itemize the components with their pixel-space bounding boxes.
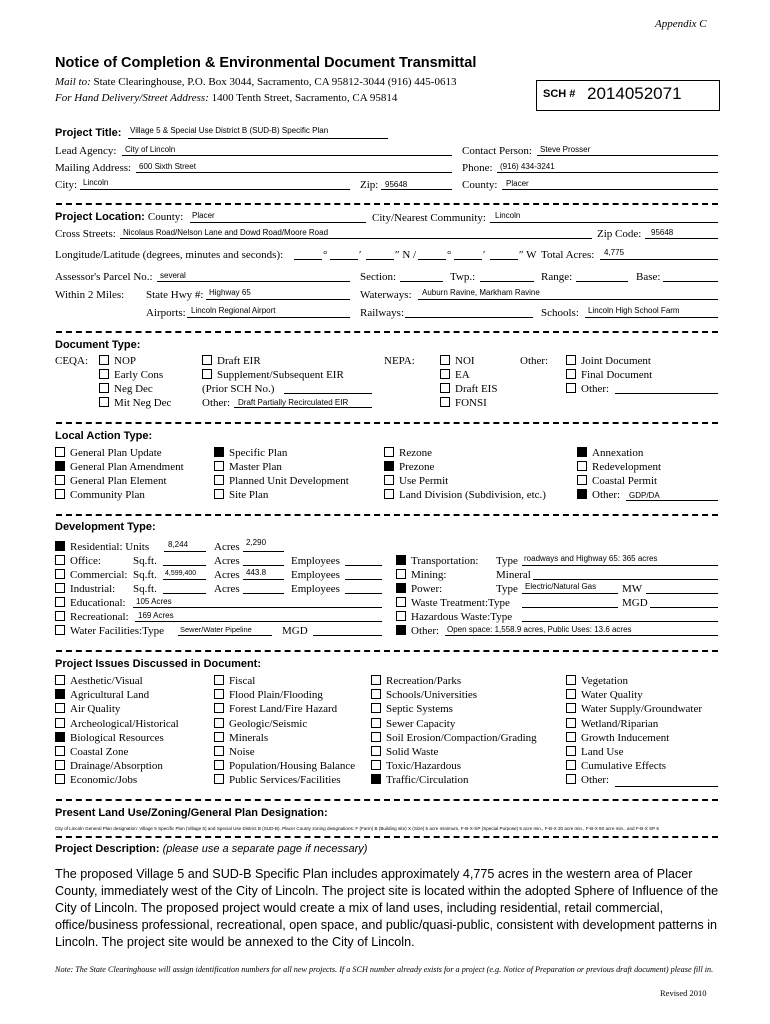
local-action-community-plan-checkbox[interactable]: [55, 489, 65, 499]
local-action-other-field[interactable]: GDP/DA: [629, 491, 660, 500]
issue-drainage-absorption[interactable]: [55, 760, 163, 772]
ceqa-early-cons[interactable]: [99, 369, 163, 381]
local-action-rezone-checkbox[interactable]: [384, 447, 394, 457]
land-use-heading: Present Land Use/Zoning/General Plan Designation:: [55, 807, 328, 819]
nepa-fonsi-checkbox[interactable]: [440, 397, 450, 407]
residential-acres-field[interactable]: 2,290: [246, 538, 267, 547]
other-doc-other[interactable]: [566, 383, 609, 395]
issue-solid-waste[interactable]: [371, 746, 438, 758]
issue-label: Geologic/Seismic: [229, 717, 308, 730]
phone-label: Phone:: [462, 162, 493, 174]
issue-population-housing-balance[interactable]: [214, 760, 355, 772]
sch-number-box: [536, 80, 720, 111]
issue-biological-resources-checkbox[interactable]: [55, 732, 65, 742]
state-hwy-label: State Hwy #:: [146, 289, 204, 301]
state-hwy-field[interactable]: Highway 65: [209, 288, 251, 297]
phone-field[interactable]: (916) 434-3241: [500, 162, 555, 171]
hand-delivery-line: For Hand Delivery/Street Address: 1400 Tenth Street, Sacramento, CA 95814: [55, 92, 398, 104]
local-action-label: Master Plan: [229, 461, 282, 473]
power-type-field[interactable]: Electric/Natural Gas: [525, 582, 597, 591]
issue-schools-universities-checkbox[interactable]: [371, 689, 381, 699]
ceqa-neg-dec[interactable]: [99, 383, 153, 395]
local-action-label: Use Permit: [399, 475, 449, 487]
local-action-label: Land Division (Subdivision, etc.): [399, 489, 546, 501]
issue-aesthetic-visual-checkbox[interactable]: [55, 675, 65, 685]
issue-agricultural-land[interactable]: [55, 689, 149, 701]
local-action-master-plan[interactable]: [214, 461, 282, 473]
issue-label: Other:: [581, 774, 610, 787]
issue-sewer-capacity[interactable]: [371, 718, 455, 730]
issue-land-use-checkbox[interactable]: [566, 746, 576, 756]
issue-flood-plain-flooding[interactable]: [214, 689, 323, 701]
local-action-label: General Plan Update: [70, 447, 162, 459]
issue-cumulative-effects-checkbox[interactable]: [566, 760, 576, 770]
other-doc-label: Joint Document: [581, 355, 651, 367]
prior-sch-label: (Prior SCH No.): [202, 383, 275, 395]
commercial-acres-field[interactable]: 443.8: [246, 568, 267, 577]
issue-label: Economic/Jobs: [70, 774, 138, 787]
issue-label: Wetland/Riparian: [581, 717, 659, 730]
divider: [56, 799, 718, 801]
local-action-general-plan-element[interactable]: [55, 475, 167, 487]
cross-streets-label: Cross Streets:: [55, 228, 116, 240]
dev-commercial[interactable]: Commercial:: [55, 569, 127, 581]
within-2-miles-label: Within 2 Miles:: [55, 289, 125, 301]
issue-growth-inducement-checkbox[interactable]: [566, 732, 576, 742]
section-label: Section:: [360, 271, 397, 283]
county-field[interactable]: Placer: [506, 179, 529, 188]
issue-label: Flood Plain/Flooding: [229, 689, 323, 702]
local-action-label: Annexation: [592, 447, 644, 459]
issue-noise[interactable]: [214, 746, 255, 758]
local-action-general-plan-update-checkbox[interactable]: [55, 447, 65, 457]
issue-label: Water Quality: [581, 689, 643, 702]
issue-label: Forest Land/Fire Hazard: [229, 703, 338, 716]
project-location-heading: Project Location: County:: [55, 211, 184, 223]
waterways-label: Waterways:: [360, 289, 412, 301]
issue-label: Water Supply/Groundwater: [581, 703, 702, 716]
dev-transportation[interactable]: Transportation:: [396, 555, 478, 567]
local-action-specific-plan[interactable]: [214, 447, 287, 459]
local-action-coastal-permit[interactable]: [577, 475, 657, 487]
issue-label: Soil Erosion/Compaction/Grading: [386, 731, 537, 744]
mail-to-line: Mail to: State Clearinghouse, P.O. Box 3044, Sacramento, CA 95812-3044 (916) 445-0613: [55, 76, 457, 88]
issue-label: Vegetation: [581, 675, 629, 687]
issue-traffic-circulation[interactable]: [371, 774, 469, 786]
location-county-field[interactable]: Placer: [192, 211, 215, 220]
community-field[interactable]: Lincoln: [495, 211, 521, 220]
city-field[interactable]: Lincoln: [83, 178, 109, 187]
dev-mining[interactable]: Mining:: [396, 569, 446, 581]
local-action-label: Planned Unit Development: [229, 475, 349, 487]
issue-label: Agricultural Land: [70, 689, 150, 702]
ceqa-label: Draft EIR: [217, 355, 261, 367]
local-action-planned-unit-development[interactable]: [214, 475, 349, 487]
ceqa-draft-eir[interactable]: [202, 355, 261, 367]
footer-note: Note: The State Clearinghouse will assign identification numbers for all new projects. If a SCH number already exists for a project (e.g. Notice of Preparation or previous draft document) please fill in.: [55, 965, 714, 974]
lat-long-label: Longitude/Latitude (degrees, minutes and seconds):: [55, 249, 284, 261]
educational-field[interactable]: 105 Acres: [136, 597, 172, 606]
dev-office[interactable]: Office:: [55, 555, 101, 567]
issue-air-quality-checkbox[interactable]: [55, 703, 65, 713]
local-action-other[interactable]: [577, 489, 620, 501]
lead-agency-field[interactable]: City of Lincoln: [125, 145, 176, 154]
issue-land-use[interactable]: [566, 746, 623, 758]
nepa-ea[interactable]: [440, 369, 470, 381]
issue-minerals-checkbox[interactable]: [214, 732, 224, 742]
ceqa-neg-dec-checkbox[interactable]: [99, 383, 109, 393]
twp-label: Twp.:: [450, 271, 476, 283]
local-action-label: Redevelopment: [592, 461, 662, 473]
issue-geologic-seismic-checkbox[interactable]: [214, 718, 224, 728]
local-action-coastal-permit-checkbox[interactable]: [577, 475, 587, 485]
issue-label: Septic Systems: [386, 703, 453, 716]
mailing-address-label: Mailing Address:: [55, 162, 132, 174]
issue-wetland-riparian[interactable]: [566, 718, 658, 730]
issue-sewer-capacity-checkbox[interactable]: [371, 718, 381, 728]
issue-label: Traffic/Circulation: [386, 774, 469, 787]
issue-label: Growth Inducement: [581, 731, 670, 744]
issue-label: Drainage/Absorption: [70, 760, 163, 773]
ceqa-label: NOP: [114, 355, 137, 367]
waterways-field[interactable]: Auburn Ravine, Markham Ravine: [422, 288, 540, 297]
ceqa-nop-checkbox[interactable]: [99, 355, 109, 365]
zip-field[interactable]: 95648: [385, 180, 408, 189]
issue-economic-jobs[interactable]: [55, 774, 137, 786]
divider: [56, 514, 718, 516]
issue-vegetation-checkbox[interactable]: [566, 675, 576, 685]
land-use-field[interactable]: City of Lincoln General Plan designation: Village 5 Specific Plan (Village 5) and Special Use District B (SUD-B). Placer County zoning designations: F (Farm) B (Building site) X (Size) 5 acre minimum, F-B-X-SP (Special Purpose) 5 acre min., F-B-X 20 acre min., F-B-X 80 acre min., and F-B-X SP 6: [55, 826, 659, 831]
ceqa-label: Supplement/Subsequent EIR: [217, 369, 344, 381]
other-doc-final-document-checkbox[interactable]: [566, 369, 576, 379]
issue-forest-land-fire-hazard[interactable]: [214, 703, 337, 715]
project-description-heading: Project Description: (please use a separate page if necessary): [55, 843, 368, 855]
issue-septic-systems-checkbox[interactable]: [371, 703, 381, 713]
issue-agricultural-land-checkbox[interactable]: [55, 689, 65, 699]
local-action-label: Prezone: [399, 461, 435, 473]
issue-drainage-absorption-checkbox[interactable]: [55, 760, 65, 770]
issue-archeological-historical-checkbox[interactable]: [55, 718, 65, 728]
total-acres-field[interactable]: 4,775: [604, 248, 625, 257]
range-label: Range:: [541, 271, 573, 283]
issue-geologic-seismic[interactable]: [214, 718, 307, 730]
ceqa-label: Early Cons: [114, 369, 164, 381]
other-doc-joint-document-checkbox[interactable]: [566, 355, 576, 365]
lead-agency-label: Lead Agency:: [55, 145, 117, 157]
issue-population-housing-balance-checkbox[interactable]: [214, 760, 224, 770]
nepa-label: Draft EIS: [455, 383, 498, 395]
issue-fiscal[interactable]: [214, 675, 255, 687]
issue-label: Noise: [229, 746, 255, 758]
nepa-ea-checkbox[interactable]: [440, 369, 450, 379]
local-action-prezone-checkbox[interactable]: [384, 461, 394, 471]
ceqa-label: Neg Dec: [114, 383, 153, 395]
ceqa-mit-neg-dec-checkbox[interactable]: [99, 397, 109, 407]
issue-economic-jobs-checkbox[interactable]: [55, 774, 65, 784]
issue-public-services-facilities-checkbox[interactable]: [214, 774, 224, 784]
ceqa-draft-eir-checkbox[interactable]: [202, 355, 212, 365]
issue-solid-waste-checkbox[interactable]: [371, 746, 381, 756]
project-title-field[interactable]: Village 5 & Special Use District B (SUD-B) Specific Plan: [130, 126, 329, 135]
local-action-master-plan-checkbox[interactable]: [214, 461, 224, 471]
ceqa-label: CEQA:: [55, 355, 88, 367]
community-label: City/Nearest Community:: [372, 212, 486, 224]
issue-public-services-facilities[interactable]: [214, 774, 341, 786]
cross-streets-field[interactable]: Nicolaus Road/Nelson Lane and Dowd Road/Moore Road: [123, 228, 329, 237]
issue-fiscal-checkbox[interactable]: [214, 675, 224, 685]
project-issues-heading: Project Issues Discussed in Document:: [55, 658, 262, 670]
local-action-redevelopment-checkbox[interactable]: [577, 461, 587, 471]
issue-forest-land-fire-hazard-checkbox[interactable]: [214, 703, 224, 713]
airports-field[interactable]: Lincoln Regional Airport: [191, 306, 276, 315]
ceqa-supplement-subsequent-eir[interactable]: [202, 369, 344, 381]
residential-units-field[interactable]: 8,244: [168, 540, 189, 549]
other-doc-final-document[interactable]: [566, 369, 652, 381]
airports-label: Airports:: [146, 307, 186, 319]
ceqa-mit-neg-dec[interactable]: [99, 397, 171, 409]
other-doc-label: Other:: [520, 355, 549, 367]
local-action-label: Rezone: [399, 447, 432, 459]
commercial-sqft-field[interactable]: 4,599,400: [165, 570, 197, 577]
issue-minerals[interactable]: [214, 732, 268, 744]
sch-label: SCH #: [543, 88, 576, 100]
local-action-use-permit[interactable]: [384, 475, 448, 487]
nepa-label: NEPA:: [384, 355, 415, 367]
other-doc-joint-document[interactable]: [566, 355, 651, 367]
ceqa-label: Mit Neg Dec: [114, 397, 172, 409]
local-action-land-division-subdivision-etc-checkbox[interactable]: [384, 489, 394, 499]
issue-label: Public Services/Facilities: [229, 774, 341, 787]
zip-code-field[interactable]: 95648: [651, 228, 674, 237]
divider: [56, 203, 718, 205]
issue-other-checkbox[interactable]: [566, 774, 576, 784]
divider: [56, 650, 718, 652]
issue-water-quality-checkbox[interactable]: [566, 689, 576, 699]
dev-other[interactable]: Other:: [396, 625, 439, 637]
sch-number[interactable]: 2014052071: [587, 84, 682, 103]
local-action-site-plan[interactable]: [214, 489, 268, 501]
issue-label: Solid Waste: [386, 746, 439, 758]
mailing-address-field[interactable]: 600 Sixth Street: [139, 162, 196, 171]
issue-label: Fiscal: [229, 675, 256, 687]
issue-flood-plain-flooding-checkbox[interactable]: [214, 689, 224, 699]
issue-coastal-zone[interactable]: [55, 746, 128, 758]
issue-label: Cumulative Effects: [581, 760, 667, 773]
issue-noise-checkbox[interactable]: [214, 746, 224, 756]
zip-code-label: Zip Code:: [597, 228, 642, 240]
issue-septic-systems[interactable]: [371, 703, 453, 715]
issue-coastal-zone-checkbox[interactable]: [55, 746, 65, 756]
project-description-text[interactable]: The proposed Village 5 and SUD-B Specific Plan includes approximately 4,775 acres in the western area of Placer County, immediately west of the City of Lincoln. The project site is located within the adopted Sphere of Influence of the City of Lincoln. The proposed project would create a mix of land uses, including residential, retail commercial, office/business professional, recreational, open space, and public/quasi-public, consistent with development patterns in Lincoln. The project site would be annexed to the City of Lincoln.: [55, 867, 719, 949]
dev-residential[interactable]: Residential: Units: [55, 541, 149, 553]
issue-growth-inducement[interactable]: [566, 732, 669, 744]
issue-label: Minerals: [229, 731, 269, 744]
nepa-draft-eis[interactable]: [440, 383, 497, 395]
local-action-general-plan-element-checkbox[interactable]: [55, 475, 65, 485]
dev-water-facilities[interactable]: Water Facilities:Type: [55, 625, 164, 637]
issue-label: Land Use: [581, 746, 624, 758]
recreational-field[interactable]: 169 Acres: [138, 611, 174, 620]
local-action-general-plan-amendment[interactable]: [55, 461, 184, 473]
ceqa-nop[interactable]: [99, 355, 136, 367]
issue-biological-resources[interactable]: [55, 732, 164, 744]
railways-label: Railways:: [360, 307, 404, 319]
base-label: Base:: [636, 271, 661, 283]
issue-label: Sewer Capacity: [386, 717, 456, 730]
issue-water-quality[interactable]: [566, 689, 643, 701]
local-action-annexation-checkbox[interactable]: [577, 447, 587, 457]
issue-label: Coastal Zone: [70, 746, 129, 758]
issue-air-quality[interactable]: [55, 703, 120, 715]
nepa-label: NOI: [455, 355, 475, 367]
issue-water-supply-groundwater[interactable]: [566, 703, 702, 715]
local-action-label: Other:: [592, 489, 621, 501]
schools-label: Schools:: [541, 307, 579, 319]
local-action-heading: Local Action Type:: [55, 430, 153, 442]
other-doc-label: Final Document: [581, 369, 653, 381]
city-label: City:: [55, 179, 78, 191]
divider: [56, 422, 718, 424]
local-action-rezone[interactable]: [384, 447, 432, 459]
local-action-redevelopment[interactable]: [577, 461, 661, 473]
water-type-field[interactable]: Sewer/Water Pipeline: [180, 625, 252, 634]
local-action-use-permit-checkbox[interactable]: [384, 475, 394, 485]
issue-label: Toxic/Hazardous: [386, 760, 461, 773]
nepa-noi[interactable]: [440, 355, 475, 367]
local-action-label: Site Plan: [229, 489, 269, 501]
appendix-label: Appendix C: [655, 18, 707, 30]
dev-industrial[interactable]: Industrial:: [55, 583, 115, 595]
issue-traffic-circulation-checkbox[interactable]: [371, 774, 381, 784]
revised-label: Revised 2010: [660, 988, 707, 998]
issue-cumulative-effects[interactable]: [566, 760, 666, 772]
other-doc-label: Other:: [581, 383, 610, 395]
issue-soil-erosion-compaction-grading-checkbox[interactable]: [371, 732, 381, 742]
dev-educational[interactable]: Educational:: [55, 597, 126, 609]
contact-person-label: Contact Person:: [462, 145, 532, 157]
document-type-heading: Document Type:: [55, 339, 141, 351]
issue-toxic-hazardous[interactable]: [371, 760, 461, 772]
development-type-heading: Development Type:: [55, 521, 156, 533]
contact-person-field[interactable]: Steve Prosser: [540, 145, 591, 154]
local-action-label: General Plan Element: [70, 475, 167, 487]
apn-label: Assessor's Parcel No.:: [55, 271, 153, 283]
nepa-draft-eis-checkbox[interactable]: [440, 383, 450, 393]
local-action-label: Specific Plan: [229, 447, 288, 459]
nepa-noi-checkbox[interactable]: [440, 355, 450, 365]
doc-other-field[interactable]: Draft Partially Recirculated EIR: [238, 398, 349, 407]
project-title-label: Project Title:: [55, 127, 122, 139]
divider: [56, 331, 718, 333]
issue-label: Biological Resources: [70, 731, 164, 744]
zip-label: Zip:: [360, 179, 379, 191]
county-label: County:: [462, 179, 498, 191]
schools-field[interactable]: Lincoln High School Farm: [588, 306, 680, 315]
issue-recreation-parks[interactable]: [371, 675, 461, 687]
issue-vegetation[interactable]: [566, 675, 628, 687]
dev-other-field[interactable]: Open space: 1,558.9 acres, Public Uses: 13.6 acres: [447, 625, 632, 634]
issue-label: Recreation/Parks: [386, 675, 462, 687]
transportation-type-field[interactable]: roadways and Highway 65: 365 acres: [524, 554, 658, 563]
issue-label: Schools/Universities: [386, 689, 478, 702]
issue-water-supply-groundwater-checkbox[interactable]: [566, 703, 576, 713]
nepa-label: EA: [455, 369, 470, 381]
dev-recreational[interactable]: Recreational:: [55, 611, 129, 623]
form-title: Notice of Completion & Environmental Document Transmittal: [55, 55, 477, 71]
nepa-label: FONSI: [455, 397, 487, 409]
dev-residential-checkbox[interactable]: [55, 541, 65, 551]
total-acres-label: Total Acres:: [541, 249, 595, 261]
local-action-other-checkbox[interactable]: [577, 489, 587, 499]
ceqa-early-cons-checkbox[interactable]: [99, 369, 109, 379]
local-action-community-plan[interactable]: [55, 489, 145, 501]
issue-toxic-hazardous-checkbox[interactable]: [371, 760, 381, 770]
issue-label: Archeological/Historical: [70, 717, 179, 730]
dev-hazardous-waste[interactable]: Hazardous Waste:Type: [396, 611, 512, 623]
issue-recreation-parks-checkbox[interactable]: [371, 675, 381, 685]
local-action-specific-plan-checkbox[interactable]: [214, 447, 224, 457]
local-action-planned-unit-development-checkbox[interactable]: [214, 475, 224, 485]
ceqa-supplement-subsequent-eir-checkbox[interactable]: [202, 369, 212, 379]
issue-archeological-historical[interactable]: [55, 718, 179, 730]
nepa-fonsi[interactable]: [440, 397, 487, 409]
local-action-label: Coastal Permit: [592, 475, 658, 487]
doc-other-label: Other:: [202, 397, 231, 409]
issue-schools-universities[interactable]: [371, 689, 477, 701]
issue-other[interactable]: [566, 774, 609, 786]
dev-waste-treatment[interactable]: Waste Treatment:Type: [396, 597, 510, 609]
local-action-annexation[interactable]: [577, 447, 643, 459]
local-action-label: General Plan Amendment: [70, 461, 184, 473]
issue-wetland-riparian-checkbox[interactable]: [566, 718, 576, 728]
local-action-prezone[interactable]: [384, 461, 434, 473]
issue-label: Aesthetic/Visual: [70, 675, 143, 687]
issue-label: Population/Housing Balance: [229, 760, 356, 773]
divider: [56, 836, 718, 838]
local-action-general-plan-amendment-checkbox[interactable]: [55, 461, 65, 471]
local-action-site-plan-checkbox[interactable]: [214, 489, 224, 499]
dev-power[interactable]: Power:: [396, 583, 442, 595]
apn-field[interactable]: several: [160, 271, 186, 280]
local-action-label: Community Plan: [70, 489, 145, 501]
other-doc-other-checkbox[interactable]: [566, 383, 576, 393]
issue-soil-erosion-compaction-grading[interactable]: [371, 732, 537, 744]
issue-label: Air Quality: [70, 703, 121, 716]
local-action-general-plan-update[interactable]: [55, 447, 162, 459]
local-action-land-division-subdivision-etc[interactable]: [384, 489, 546, 501]
issue-aesthetic-visual[interactable]: [55, 675, 143, 687]
